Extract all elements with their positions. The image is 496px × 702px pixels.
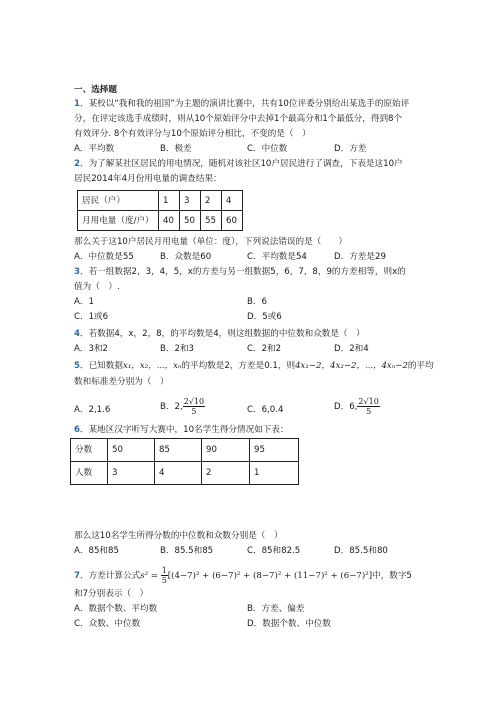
fraction-denominator: 5 [191,407,197,416]
question-2-option-b: B．众数是60 [160,252,212,262]
question-3-option-a: A．1 [74,297,94,307]
table-cell: 人数 [71,462,108,485]
question-2-option-c: C．平均数是54 [247,252,307,262]
question-1-text-1: 某校以“我和我的祖国”为主题的演讲比赛中，共有10位评委分别给出某选手的原始评 [88,99,410,109]
table-row [78,211,243,231]
question-7-text-2: 和7分别表示（ ） [74,589,149,599]
table-cell: 2 [201,191,222,211]
question-7-fraction [161,566,168,585]
question-2-option-d: D．方差是29 [334,252,386,262]
question-4-text-1: 若数据4，x，2，8，的平均数是4，则这组数据的中位数和众数是（ ） [88,329,365,339]
table-cell: 90 [202,439,250,462]
question-4-option-a: A．3和2 [74,344,109,354]
question-7-number: 7． [74,571,89,581]
question-4-option-b: B．2和3 [160,344,195,354]
question-5-option-d [334,397,380,416]
table-cell: 55 [201,211,222,231]
question-2-text-2: 居民2014年4月份用电量的调查结果： [74,174,222,184]
question-5-math-2: 4x₁−2，4x₂−2，⋯，4xₙ−2 [295,361,408,371]
question-1-line-1 [74,98,409,110]
variance-symbol: s² = [140,571,161,581]
question-5-option-b [160,397,205,416]
question-1-option-c: C．中位数 [247,144,288,154]
question-6-text-1: 某地区汉字听写大赛中，10名学生得分情况如下表： [88,425,289,435]
question-5-option-d-fraction [357,397,379,416]
table-cell: 3 [108,462,155,485]
question-1-option-b: B．极差 [160,144,192,154]
question-6-option-a: A．85和85 [74,546,119,556]
question-7-option-b: B．方差、偏差 [247,604,305,614]
fraction-numerator: 2√10 [183,397,205,406]
table-cell: 居民（户） [78,191,159,211]
question-6-line-1 [74,424,289,436]
question-6-option-b: B．85.5和85 [160,546,214,556]
question-7-text-a: 方差计算公式 [88,571,141,581]
question-1-option-a: A．平均数 [74,144,115,154]
question-5-text-2: 数和标准差分别为（ ） [74,377,169,387]
fraction-numerator: 1 [161,566,167,575]
table-cell: 1 [159,191,180,211]
question-5-line-1 [74,360,434,372]
electricity-table [77,190,243,231]
question-3-number: 3． [74,267,89,277]
question-6-number: 6． [74,425,89,435]
question-4-option-d: D．2和4 [334,344,369,354]
question-3-option-b: B．6 [247,297,267,307]
question-1-text-3: 有效评分. 8个有效评分与10个原始评分相比，不变的是（ ） [74,129,311,139]
table-row [78,191,243,211]
question-2-number: 2． [74,159,89,169]
table-cell: 2 [202,462,250,485]
table-cell: 3 [180,191,201,211]
question-3-text-2: 值为（ ）. [74,282,120,292]
question-1-option-d: D．方差 [334,144,367,154]
question-5-option-b-label: B．2, [160,402,183,412]
question-1-text-2: 分，在评定该选手成绩时，则从10个原始评分中去掉1个最高分和1个最低分，得到8个 [74,114,403,124]
question-5-option-c: C．6,0.4 [247,405,284,415]
question-6-option-d: D．85.5和80 [334,546,388,556]
question-4-line-1 [74,328,365,340]
question-5-number: 5． [74,361,89,371]
question-5-text-a: 已知数据 [88,361,123,371]
table-cell: 分数 [71,439,108,462]
question-5-option-b-fraction [183,397,205,416]
score-table [70,438,299,485]
question-2-option-a: A．中位数是55 [74,252,134,262]
table-cell: 60 [222,211,243,231]
question-4-option-c: C．2和2 [247,344,282,354]
question-3-option-c: C．1或6 [74,312,109,322]
variance-formula: [(4−7)² + (6−7)² + (8−7)² + (11−7)² + (6−7)²] [167,571,373,581]
question-1-number: 1． [74,99,89,109]
question-5-math-1: x₁，x₂，⋯，xₙ [122,361,182,371]
fraction-numerator: 2√10 [358,397,379,406]
table-cell: 1 [250,462,299,485]
question-7-option-d: D．数据个数、中位数 [247,619,331,629]
question-2-text-3: 那么关于这10户居民月用电量（单位：度），下列说法错误的是（ ） [74,237,348,247]
table-cell: 月用电量（度/户） [78,211,159,231]
question-3-option-d: D．5或6 [247,312,282,322]
table-cell: 50 [108,439,155,462]
table-cell: 4 [222,191,243,211]
table-cell: 95 [250,439,299,462]
question-2-text-1: 为了解某社区居民的用电情况，随机对该社区10户居民进行了调查，下表是这10户 [88,159,403,169]
section-title: 一、选择题 [74,85,117,95]
table-cell: 4 [155,462,202,485]
fraction-denominator: 5 [161,576,167,585]
question-4-number: 4． [74,329,89,339]
question-5-option-d-label: D．6, [334,402,358,412]
question-5-text-c: 的平均数是2，方差是0.1，则 [181,361,296,371]
question-5-option-a: A．2,1.6 [74,405,111,415]
question-7-text-c: 中，数字5 [372,571,412,581]
question-7-option-a: A．数据个数、平均数 [74,604,158,614]
table-row [71,439,299,462]
question-5-text-e: 的平均 [407,361,434,371]
question-2-line-1 [74,158,403,170]
table-cell: 40 [159,211,180,231]
table-cell: 85 [155,439,202,462]
question-7-line-1 [74,566,412,586]
table-row [71,462,299,485]
question-6-option-c: C．85和82.5 [247,546,301,556]
table-cell: 50 [180,211,201,231]
question-6-text-2: 那么这10名学生所得分数的中位数和众数分别是（ ） [74,531,283,541]
question-3-line-1 [74,266,406,278]
question-7-option-c: C．众数、中位数 [74,619,141,629]
question-3-text-1: 若一组数据2，3，4，5，x的方差与另一组数据5，6，7，8，9的方差相等，则x的 [88,267,406,277]
fraction-denominator: 5 [366,407,372,416]
